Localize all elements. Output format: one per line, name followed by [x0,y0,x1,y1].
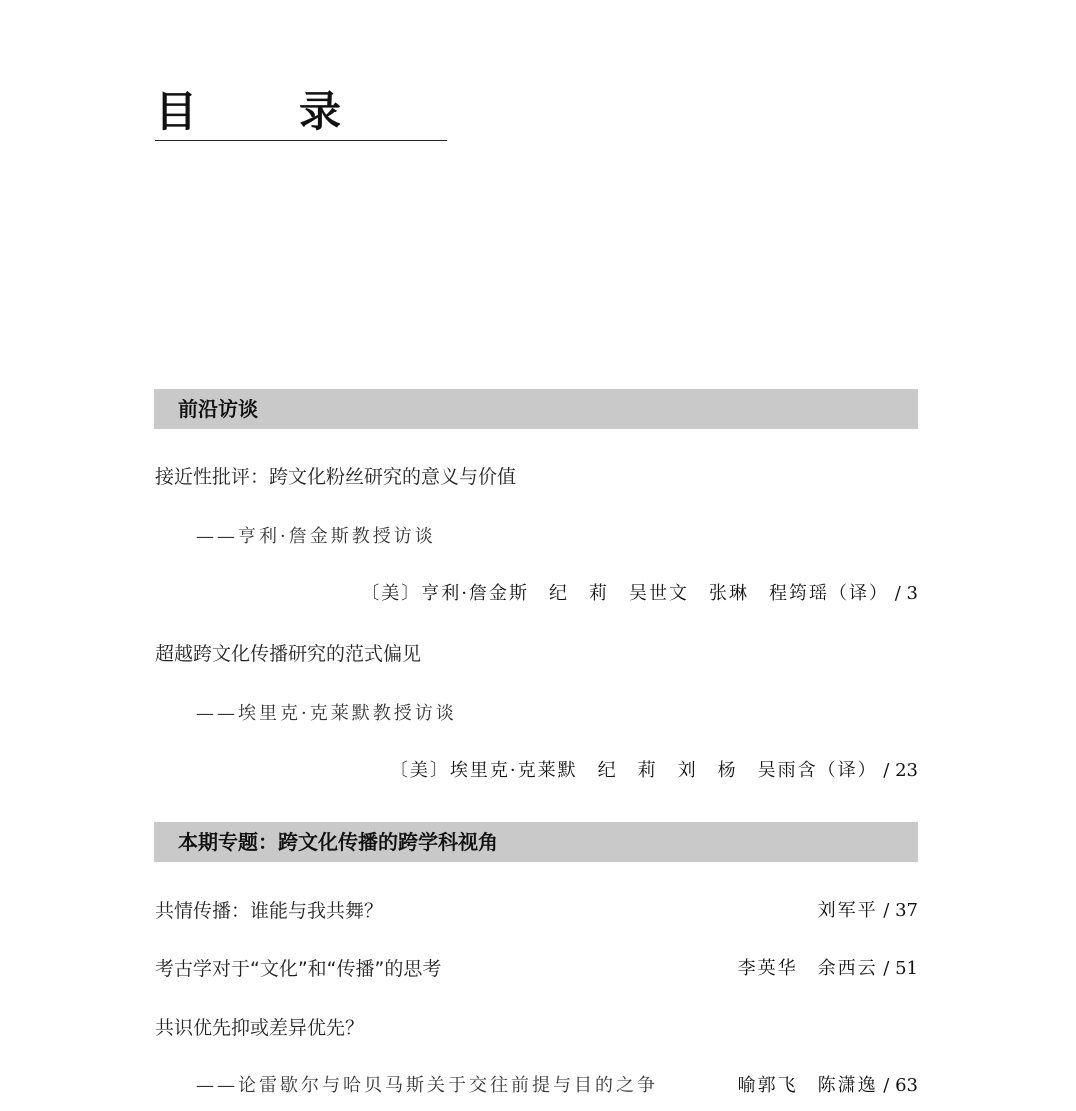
toc-entry-authors: 喻郭飞 陈潇逸 [737,1075,878,1096]
toc-entry-title[interactable]: 共识优先抑或差异优先？ [155,1017,365,1039]
toc-entry-title[interactable]: 超越跨文化传播研究的范式偏见 [155,643,422,665]
toc-entry-authors-line [361,581,918,607]
toc-entry-authors-line [738,956,918,982]
toc-entry-subtitle: ——亨利·詹金斯教授访谈 [196,526,436,547]
toc-entry-authors: 〔美〕埃里克·克莱默 纪 莉 刘 杨 吴雨含（译） [389,760,878,781]
toc-entry-page-number: 37 [895,900,918,921]
toc-entry-page-number: 51 [895,958,918,979]
section-header-frontier-interviews [154,389,918,429]
toc-entry-page-number: 3 [906,583,918,604]
section-header-label: 本期专题：跨文化传播的跨学科视角 [178,830,498,854]
section-header-special-topic [154,822,918,862]
toc-entry-authors: 李英华 余西云 [737,958,878,979]
toc-entry-subtitle: ——论雷歇尔与哈贝马斯关于交往前提与目的之争 [196,1075,658,1096]
page-separator: / [889,583,907,604]
page-title-text: 目 录 [155,87,372,136]
page-separator: / [877,1075,896,1096]
toc-entry-authors: 〔美〕亨利·詹金斯 纪 莉 吴世文 张琳 程筠瑶（译） [361,583,890,604]
page-separator: / [877,760,896,781]
toc-entry-title[interactable]: 接近性批评：跨文化粉丝研究的意义与价值 [155,466,517,488]
toc-entry-authors-line [738,1073,918,1099]
page-separator: / [877,958,896,979]
toc-entry-authors-line [818,898,918,924]
page-title [155,84,447,141]
toc-entry-authors-line [390,758,918,784]
toc-entry-page-number: 23 [895,760,918,781]
toc-entry-title[interactable]: 共情传播：谁能与我共舞？ [155,900,384,922]
toc-entry-authors: 刘军平 [817,900,878,921]
toc-entry-page-number: 63 [895,1075,918,1096]
section-header-label: 前沿访谈 [178,397,258,421]
toc-entry-title[interactable]: 考古学对于“文化”和“传播”的思考 [155,958,442,980]
toc-entry-subtitle: ——埃里克·克莱默教授访谈 [196,703,457,724]
page-separator: / [877,900,896,921]
